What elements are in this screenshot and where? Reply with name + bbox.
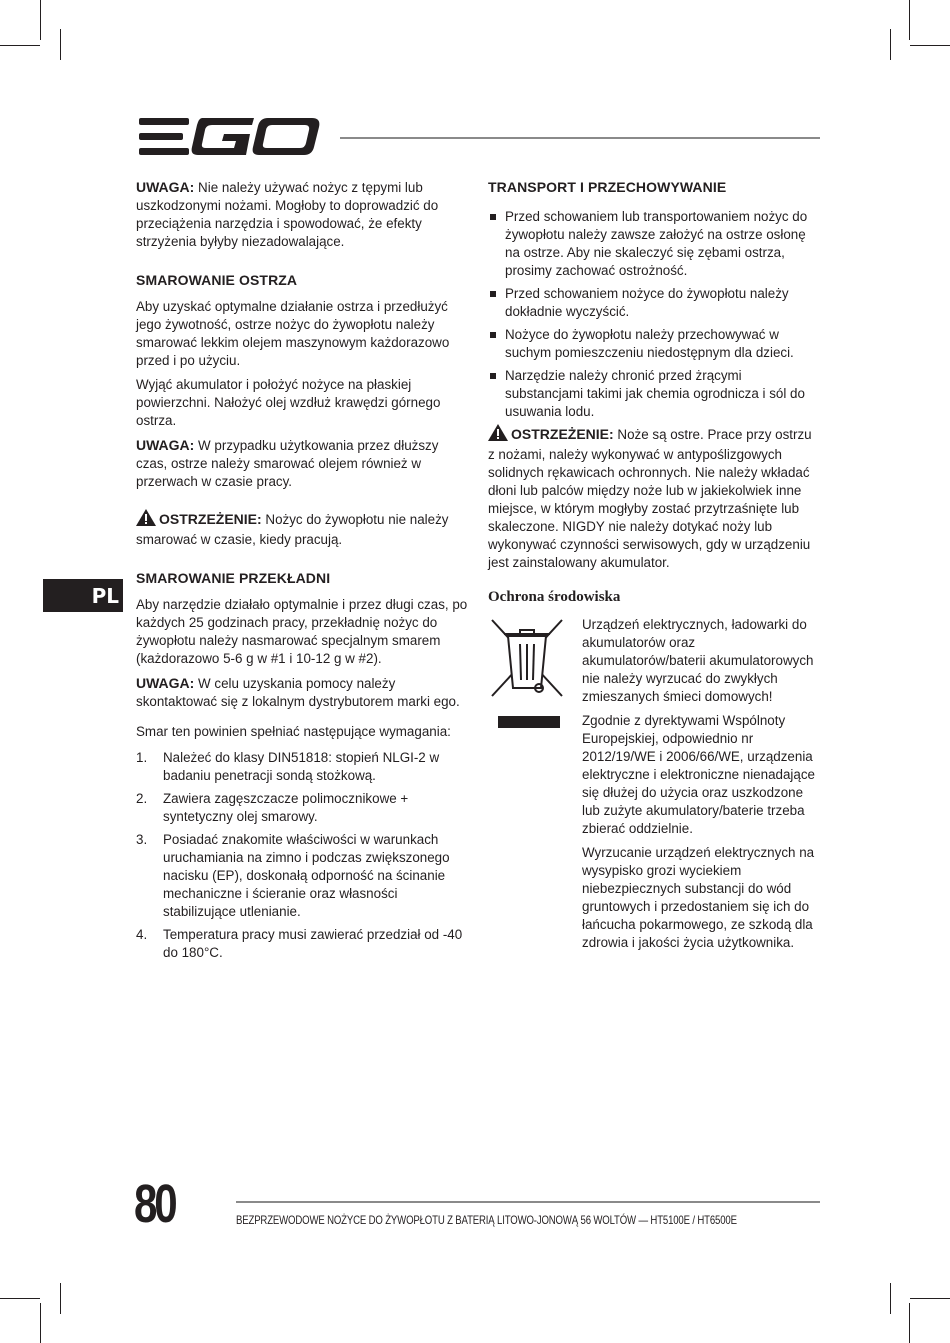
crop-mark: [0, 45, 40, 46]
page-number: 80: [134, 1174, 175, 1234]
paragraph: Smar ten powinien spełniać następujące wymagania:: [136, 724, 451, 739]
language-tab-label: PL: [91, 584, 119, 608]
crop-mark: [40, 1303, 41, 1343]
paragraph: Wyjąć akumulator i położyć nożyce na płaskiej powierzchni. Nałożyć olej wzdłuż krawędzi górnego ostrza.: [136, 377, 441, 428]
warning-icon: [488, 424, 508, 446]
ego-logo-mark: [136, 117, 321, 157]
section-heading-environment: Ochrona środowiska: [488, 589, 621, 605]
paragraph: Wyrzucanie urządzeń elektrycznych na wysypisko grozi wyciekiem niebezpiecznych substancji do wód gruntowych i przedostaniem się ich do łańcucha pokarmowego, ze szkodą dla zdrowia i jakości życia użytkownika.: [582, 845, 815, 950]
list-item: Przed schowaniem nożyce do żywopłotu należy dokładnie wyczyścić.: [488, 285, 820, 321]
bullet-square-icon: [490, 332, 496, 338]
paragraph: Aby narzędzie działało optymalnie i przez długi czas, po każdych 25 godzinach pracy, przekładnię nożyc do żywopłotu należy nasmarować specjalnym smarem (każdorazowo 5-6 g w #1 i 10-12 g w #2).: [136, 597, 468, 666]
environment-text: [582, 616, 820, 952]
transport-list: [488, 208, 820, 421]
section-heading-blade-lubrication: SMAROWANIE OSTRZA: [136, 272, 298, 288]
list-item: 3. Posiadać znakomite właściwości w warunkach uruchamiania na zimno i podczas zwiększonego nacisku (EP), doskonałą odporność na ścinanie mechaniczne i ścieranie oraz własności stabilizujące utlenianie.: [136, 832, 450, 919]
section-heading-transport: TRANSPORT I PRZECHOWYWANIE: [488, 179, 727, 195]
paragraph: Urządzeń elektrycznych, ładowarki do akumulatorów oraz akumulatorów/baterii akumulatorowych nie należy wyrzucać do zwykłych zmieszanych śmieci domowych!: [582, 617, 814, 704]
list-item: Narzędzie należy chronić przed żrącymi substancjami takimi jak chemia ogrodnicza i sól do usuwania lodu.: [488, 367, 820, 421]
uwaga-blunt-blades: UWAGA: Nie należy używać nożyc z tępymi lub uszkodzonymi nożami. Mogłoby to doprowadzić do przeciążenia narzędzia i spowodować, że efekty strzyżenia byłyby niezadowalające.: [136, 179, 439, 249]
paragraph: Zgodnie z dyrektywami Wspólnoty Europejskiej, odpowiednio nr 2012/19/WE i 2006/66/WE, urządzenia elektryczne i elektroniczne nienadające się dłużej do użycia oraz uszkodzone lub zużyte akumulatory/baterie trzeba zbierać oddzielnie.: [582, 713, 815, 836]
warning-note: OSTRZEŻENIE: Noże są ostre. Prace przy ostrzu z nożami, należy wykonywać w antypoślizgowych solidnych rękawicach ochronnych. Nie należy wkładać dłoni lub palców między noże lub w jakiekolwiek inne miejsce, w którym mogłyby zostać przytrzaśnięte lub skaleczone. NIGDY nie należy dotykać noży lub wykonywać czynności serwisowych, gdy w urządzeniu jest zainstalowany akumulator.: [488, 426, 812, 570]
crop-mark: [909, 0, 910, 40]
crop-mark: [909, 1303, 910, 1343]
header-rule: [340, 137, 820, 139]
warning-note: OSTRZEŻENIE: Nożyc do żywopłotu nie należy smarować w czasie, kiedy pracują.: [136, 511, 449, 547]
ego-logo: [136, 117, 321, 157]
uwaga-note: UWAGA: W przypadku użytkowania przez dłuższy czas, ostrze należy smarować olejem również w przerwach w czasie pracy.: [136, 437, 439, 489]
crop-mark: [910, 1298, 950, 1299]
bullet-square-icon: [490, 291, 496, 297]
crop-mark: [40, 0, 41, 40]
crop-mark: [60, 29, 61, 60]
right-column: [488, 178, 820, 958]
crop-mark: [910, 45, 950, 46]
requirements-list: [136, 749, 468, 962]
list-item: 1. Należeć do klasy DIN51818: stopień NLGI-2 w badaniu penetracji sondą stożkową.: [136, 750, 440, 783]
list-item: Nożyce do żywopłotu należy przechowywać w suchym pomieszczeniu niedostępnym dla dzieci.: [488, 326, 820, 362]
weee-bin-icon: [488, 618, 566, 728]
bullet-square-icon: [490, 214, 496, 220]
bullet-square-icon: [490, 373, 496, 379]
list-item: 4. Temperatura pracy musi zawierać przedział od -40 do 180°C.: [136, 927, 463, 960]
crop-mark: [890, 29, 891, 60]
footer-title: BEZPRZEWODOWE NOŻYCE DO ŻYWOPŁOTU Z BATERIĄ LITOWO-JONOWĄ 56 WOLTÓW — HT5100E / HT6500E: [236, 1213, 737, 1227]
list-item: 2. Zawiera zagęszczacze polimocznikowe + syntetyczny olej smarowy.: [136, 791, 409, 824]
crop-mark: [60, 1283, 61, 1314]
warning-icon: [136, 509, 156, 531]
left-column: [136, 178, 468, 967]
uwaga-note: UWAGA: W celu uzyskania pomocy należy skontaktować się z lokalnym dystrybutorem marki ego.: [136, 675, 460, 709]
language-tab: [43, 579, 123, 612]
section-heading-gear-lubrication: SMAROWANIE PRZEKŁADNI: [136, 570, 331, 586]
paragraph: Aby uzyskać optymalne działanie ostrza i przedłużyć jego żywotność, ostrze nożyc do żywopłotu należy smarować lekkim olejem maszynowym każdorazowo przed i po użyciu.: [136, 299, 450, 368]
list-item: Przed schowaniem lub transportowaniem nożyc do żywopłotu należy zawsze założyć na ostrze osłonę na ostrze. Aby nie skaleczyć się zębami ostrza, prosimy zachować ostrożność.: [488, 208, 820, 280]
crop-mark: [0, 1298, 40, 1299]
crop-mark: [890, 1283, 891, 1314]
footer-rule: [236, 1201, 820, 1203]
